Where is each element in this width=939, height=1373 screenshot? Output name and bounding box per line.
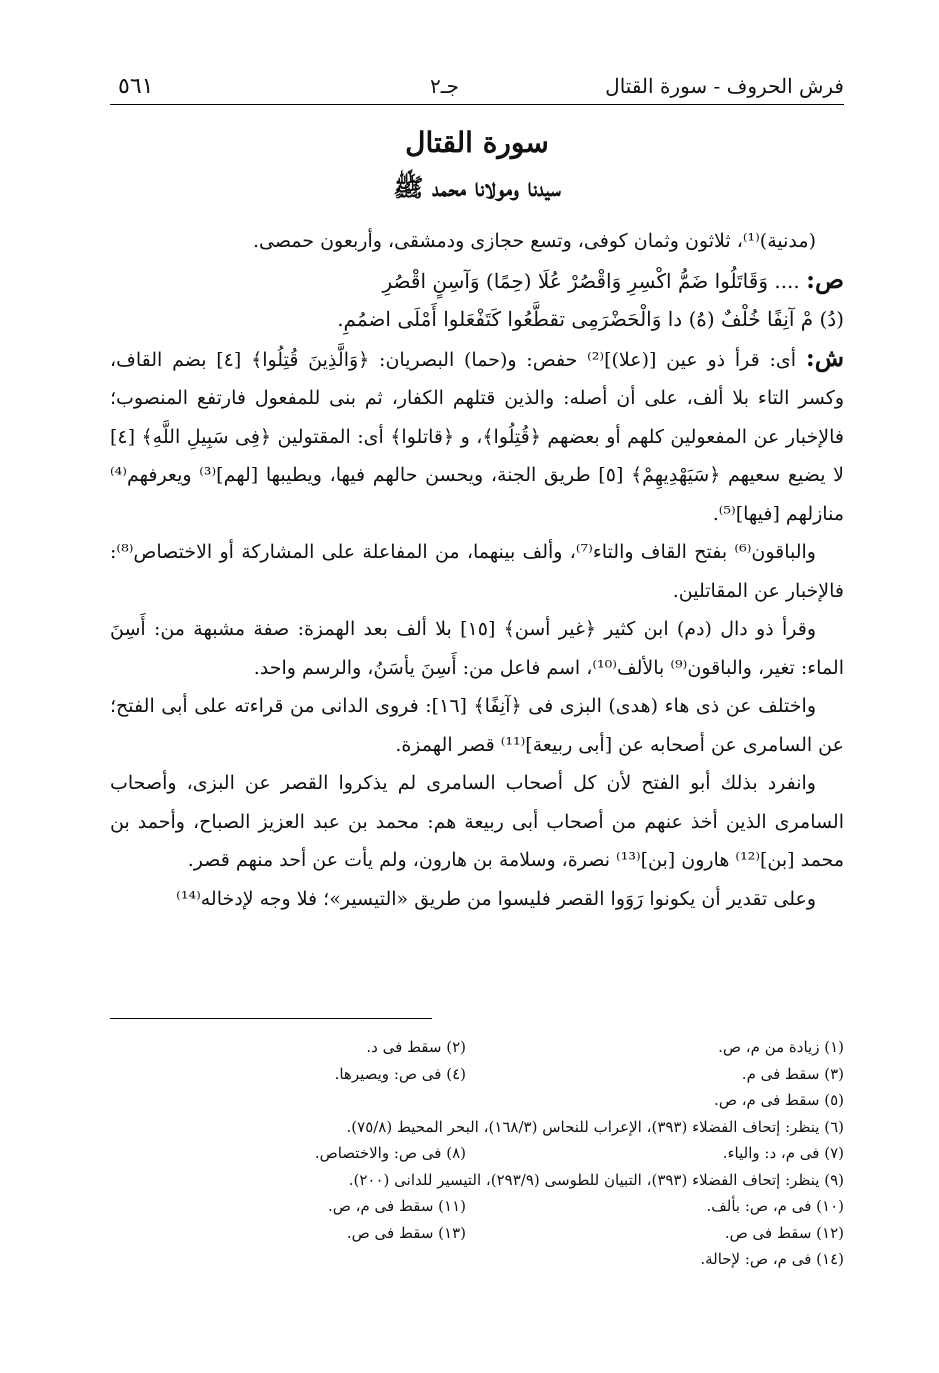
verse-text-1: .... وَقَاتَلُوا ضَمُّ اكْسِرِ وَاقْصُرْ عُلَا (حِمًا) وَآسِنٍ اقْصُرِ [382,268,800,293]
commentary-paragraph-6: وعلى تقدير أن يكونوا رَوَوا القصر فليسوا من طريق «التيسير»؛ فلا وجه لإدخاله⁽¹⁴⁾ [176,887,816,910]
footnote-2: (٢) سقط فى د. [366,1038,466,1056]
footnote-5: (٥) سقط فى م، ص. [714,1091,844,1109]
footnote-11: (١١) سقط فى م، ص. [327,1197,466,1215]
commentary-mark: ش: [805,342,845,372]
footnote-10: (١٠) فى م، ص: بألف. [706,1197,844,1215]
footnote-row [110,1087,844,1114]
surah-title: سورة القتال [405,126,549,159]
running-title: فرش الحروف - سورة القتال [605,74,844,98]
footnote-7: (٧) فى م، د: والياء. [722,1144,844,1162]
footnote-4: (٤) فى ص: ويصيرها. [334,1064,466,1083]
footnote-row [110,1114,844,1141]
dedication-heading: سيدنا ومولانا محمد ﷺ [393,173,561,202]
footnote-row [110,1193,844,1220]
verse-line-1 [110,261,844,301]
footnote-row [110,1167,844,1194]
footnote-separator [110,1018,432,1019]
book-page [110,0,844,1373]
volume-label: جـ٢ [430,74,459,98]
footnote-row [110,1061,844,1088]
footnote-14: (١٤) فى م، ص: لإحالة. [700,1250,844,1268]
verse-mark: ص: [806,264,844,294]
running-header [110,70,844,105]
commentary-paragraph-1 [110,339,844,534]
commentary-text-1: أى: قرأ ذو عين [(علا)]⁽²⁾ حفص: و(حما) البصريان: ﴿وَالَّذِينَ قُتِلُوا﴾ [٤] بضم القاف، وكسر التاء بلا ألف، على أن أصله: والذين قتلهم الكفار، ثم بنى للمفعول فارتفع المنصوب؛ فالإخبار عن المفعولين كلهم أو بعضهم ﴿قُتِلُوا﴾، و ﴿قاتلوا﴾ أى: المقتولين ﴿فِى سَبِيلِ اللَّهِ﴾ [٤] لا يضيع سعيهم ﴿سَيَهْدِيهِمْ﴾ [٥] طريق الجنة، ويحسن حالهم فيها، ويطيبها [لهم]⁽³⁾ ويعرفهم⁽⁴⁾ منازلهم [فيها]⁽⁵⁾. [110,348,844,525]
footnote-6: (٦) ينظر: إتحاف الفضلاء (٣٩٣)، الإعراب للنحاس (١٦٨/٣)، البحر المحيط (٧٥/٨). [346,1117,844,1136]
footnote-8: (٨) فى ص: والاختصاص. [314,1144,466,1162]
footnote-1: (١) زيادة من م، ص. [718,1038,844,1056]
main-text [110,222,844,918]
footnote-13: (١٣) سقط فى ص. [346,1223,466,1242]
footnote-row [110,1140,844,1167]
commentary-paragraph-5: وانفرد بذلك أبو الفتح لأن كل أصحاب السامرى لم يذكروا القصر عن البزى، وأصحاب السامرى الذين أخذ عنهم من أصحاب أبى ربيعة هم: محمد بن عبد العزيز الصباح، وأحمد بن محمد [بن]⁽¹²⁾ هارون [بن]⁽¹³⁾ نصرة، وسلامة بن هارون، ولم يأت عن أحد منهم قصر. [110,772,844,871]
verse-line-2: (دُ) مْ آنِفًا خُلْفٌ (هُ) دا وَالْحَضْرَمِى تقطَّعُوا كَتَفْعَلوا أَمْلَى اضمُمِ. [337,307,844,331]
footnote-12: (١٢) سقط فى ص. [724,1223,844,1242]
footnote-row [110,1034,844,1061]
footnote-row [110,1220,844,1247]
footnote-9: (٩) ينظر: إتحاف الفضلاء (٣٩٣)، التبيان للطوسى (٢٩٣/٩)، التيسير للدانى (٢٠٠). [348,1170,844,1189]
commentary-paragraph-4: واختلف عن ذى هاء (هدى) البزى فى ﴿آنِفًا﴾ [١٦]: فروى الدانى من قراءته على أبى الفتح؛ عن السامرى عن أصحابه عن [أبى ربيعة]⁽¹¹⁾ قصر الهمزة. [110,695,844,756]
footnote-3: (٣) سقط فى م. [741,1064,844,1083]
commentary-paragraph-3: وقرأ ذو دال (دم) ابن كثير ﴿غير أسن﴾ [١٥] بلا ألف بعد الهمزة: صفة مشبهة من: أَسِنَ الماء: تغير، والباقون⁽⁹⁾ بالألف⁽¹⁰⁾، اسم فاعل من: أَسِنَ يأسَنُ، والرسم واحد. [110,618,844,679]
page-number: ٥٦١ [118,74,154,99]
verse-block [110,261,844,339]
intro-paragraph: (مدنية)⁽¹⁾، ثلاثون وثمان كوفى، وتسع حجازى ودمشقى، وأربعون حمصى. [252,230,816,252]
footnote-row [110,1246,844,1273]
footnotes [110,1034,844,1273]
commentary-paragraph-2: والباقون⁽⁶⁾ بفتح القاف والتاء⁽⁷⁾، وألف بينهما، من المفاعلة على المشاركة أو الاختصاص⁽⁸⁾: فالإخبار عن المقاتلين. [110,541,844,602]
